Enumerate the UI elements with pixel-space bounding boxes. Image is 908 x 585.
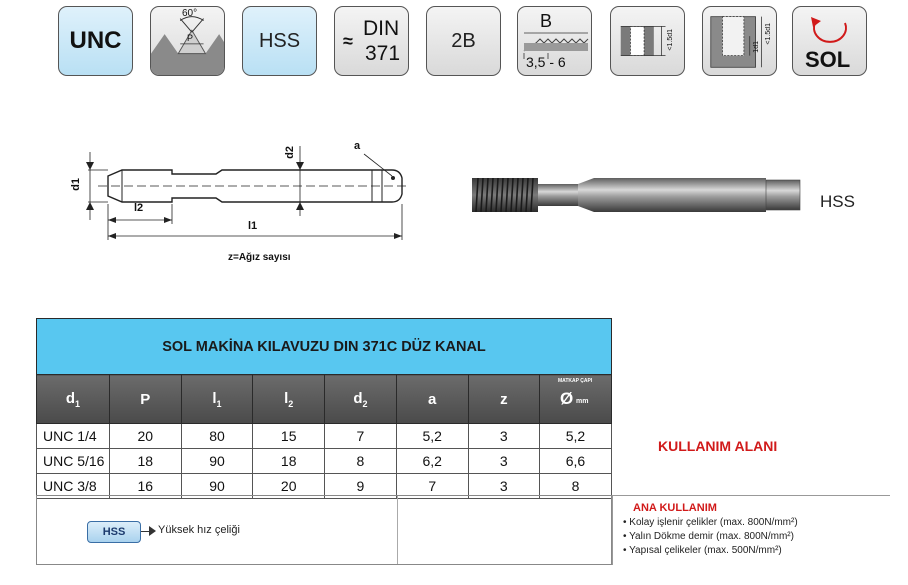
table-cell: 3	[468, 424, 539, 449]
table-cell: 20	[253, 474, 325, 499]
table-cell: 7	[396, 474, 468, 499]
table-cell: 6,2	[396, 449, 468, 474]
table-cell: UNC 3/8	[37, 474, 110, 499]
table-cell: 15	[253, 424, 325, 449]
tap-technical-drawing	[62, 140, 412, 270]
table-cell: 8	[325, 449, 397, 474]
usage-item: • Yapısal çelikeler (max. 500N/mm²)	[623, 545, 782, 556]
material-badge	[242, 6, 317, 76]
tap-photo	[468, 168, 804, 220]
approx-icon: ≈	[343, 31, 353, 51]
hss-description: Yüksek hız çeliği	[158, 524, 240, 536]
rotation-label: SOL	[805, 47, 851, 72]
table-cell: 6,6	[539, 449, 611, 474]
header-d2: $d_2$	[325, 375, 397, 424]
photo-hss-label: HSS	[820, 192, 855, 211]
unc-badge	[58, 6, 133, 76]
depth-small-label: <1.5d1	[667, 29, 674, 51]
table-cell: 5,2	[539, 424, 611, 449]
arrow-right-icon	[149, 526, 156, 536]
table-cell: 80	[181, 424, 253, 449]
table-cell: 3	[468, 449, 539, 474]
table-cell: 7	[325, 424, 397, 449]
table-cell: 16	[109, 474, 181, 499]
table-title: SOL MAKİNA KILAVUZU DIN 371C DÜZ KANAL	[37, 319, 612, 375]
a-label: a	[354, 140, 361, 152]
material-label: HSS	[258, 29, 301, 52]
thread-angle-badge	[150, 6, 225, 76]
header-l2: $l_2$	[253, 375, 325, 424]
table-body	[37, 424, 612, 499]
legend-box	[36, 495, 612, 565]
unc-label: UNC	[69, 27, 122, 54]
din-badge	[334, 6, 409, 76]
usage-title: KULLANIM ALANI	[658, 438, 778, 454]
tap-image	[468, 168, 804, 220]
hss-chip: HSS	[87, 521, 141, 543]
din-number: 371	[365, 42, 401, 65]
depth-large-label: <1.5d1	[765, 23, 772, 45]
table-cell: 5,2	[396, 424, 468, 449]
tolerance-badge	[426, 6, 501, 76]
spec-table	[36, 318, 612, 499]
depth-large-sub: 1d1	[753, 41, 760, 53]
header-l1: $l_1$	[181, 375, 253, 424]
angle-label: 60°	[182, 8, 198, 19]
chamfer-letter: B	[540, 11, 553, 31]
table-row	[37, 424, 612, 449]
table-row	[37, 449, 612, 474]
blind-hole-badge	[702, 6, 777, 76]
rotation-badge	[792, 6, 867, 76]
main-usage-title: ANA KULLANIM	[633, 502, 717, 514]
table-cell: 90	[181, 449, 253, 474]
table-cell: 8	[539, 474, 611, 499]
main-usage-box	[612, 495, 890, 565]
table-cell: UNC 1/4	[37, 424, 110, 449]
table-header-row	[37, 375, 612, 424]
header-drill-diameter	[539, 375, 611, 424]
usage-item: • Kolay işlenir çelikler (max. 800N/mm²)	[623, 517, 798, 528]
main-usage-list	[623, 516, 798, 558]
table-cell: 3	[468, 474, 539, 499]
table-cell: 20	[109, 424, 181, 449]
through-hole-badge	[610, 6, 685, 76]
header-z: z	[468, 375, 539, 424]
pitch-label: P	[187, 33, 194, 43]
header-a: a	[396, 375, 468, 424]
chamfer-badge	[517, 6, 592, 76]
din-label: DIN	[363, 17, 400, 40]
d1-label: d1	[70, 178, 82, 191]
usage-item: • Yalın Dökme demir (max. 800N/mm²)	[623, 531, 794, 542]
table-cell: UNC 5/16	[37, 449, 110, 474]
table-cell: 18	[109, 449, 181, 474]
table-cell: 9	[325, 474, 397, 499]
table-cell: 90	[181, 474, 253, 499]
l1-label: l1	[248, 220, 258, 232]
spec-table-container	[36, 318, 612, 499]
header-p: P	[109, 375, 181, 424]
tolerance-label: 2B	[451, 29, 476, 52]
drill-diameter-icon: Ø	[559, 389, 574, 408]
chamfer-range: 3,5 - 6	[526, 54, 566, 70]
table-cell: 18	[253, 449, 325, 474]
d2-label: d2	[284, 146, 296, 159]
header-d1: $d_1$	[37, 375, 110, 424]
drill-header-top: MATKAP ÇAPI	[557, 378, 593, 384]
drill-header-unit: mm	[575, 398, 589, 405]
drawing-caption: z=Ağız sayısı	[228, 252, 291, 263]
l2-label: l2	[134, 202, 144, 214]
legend-divider	[397, 496, 398, 564]
tap-outline-diagram	[62, 140, 412, 270]
